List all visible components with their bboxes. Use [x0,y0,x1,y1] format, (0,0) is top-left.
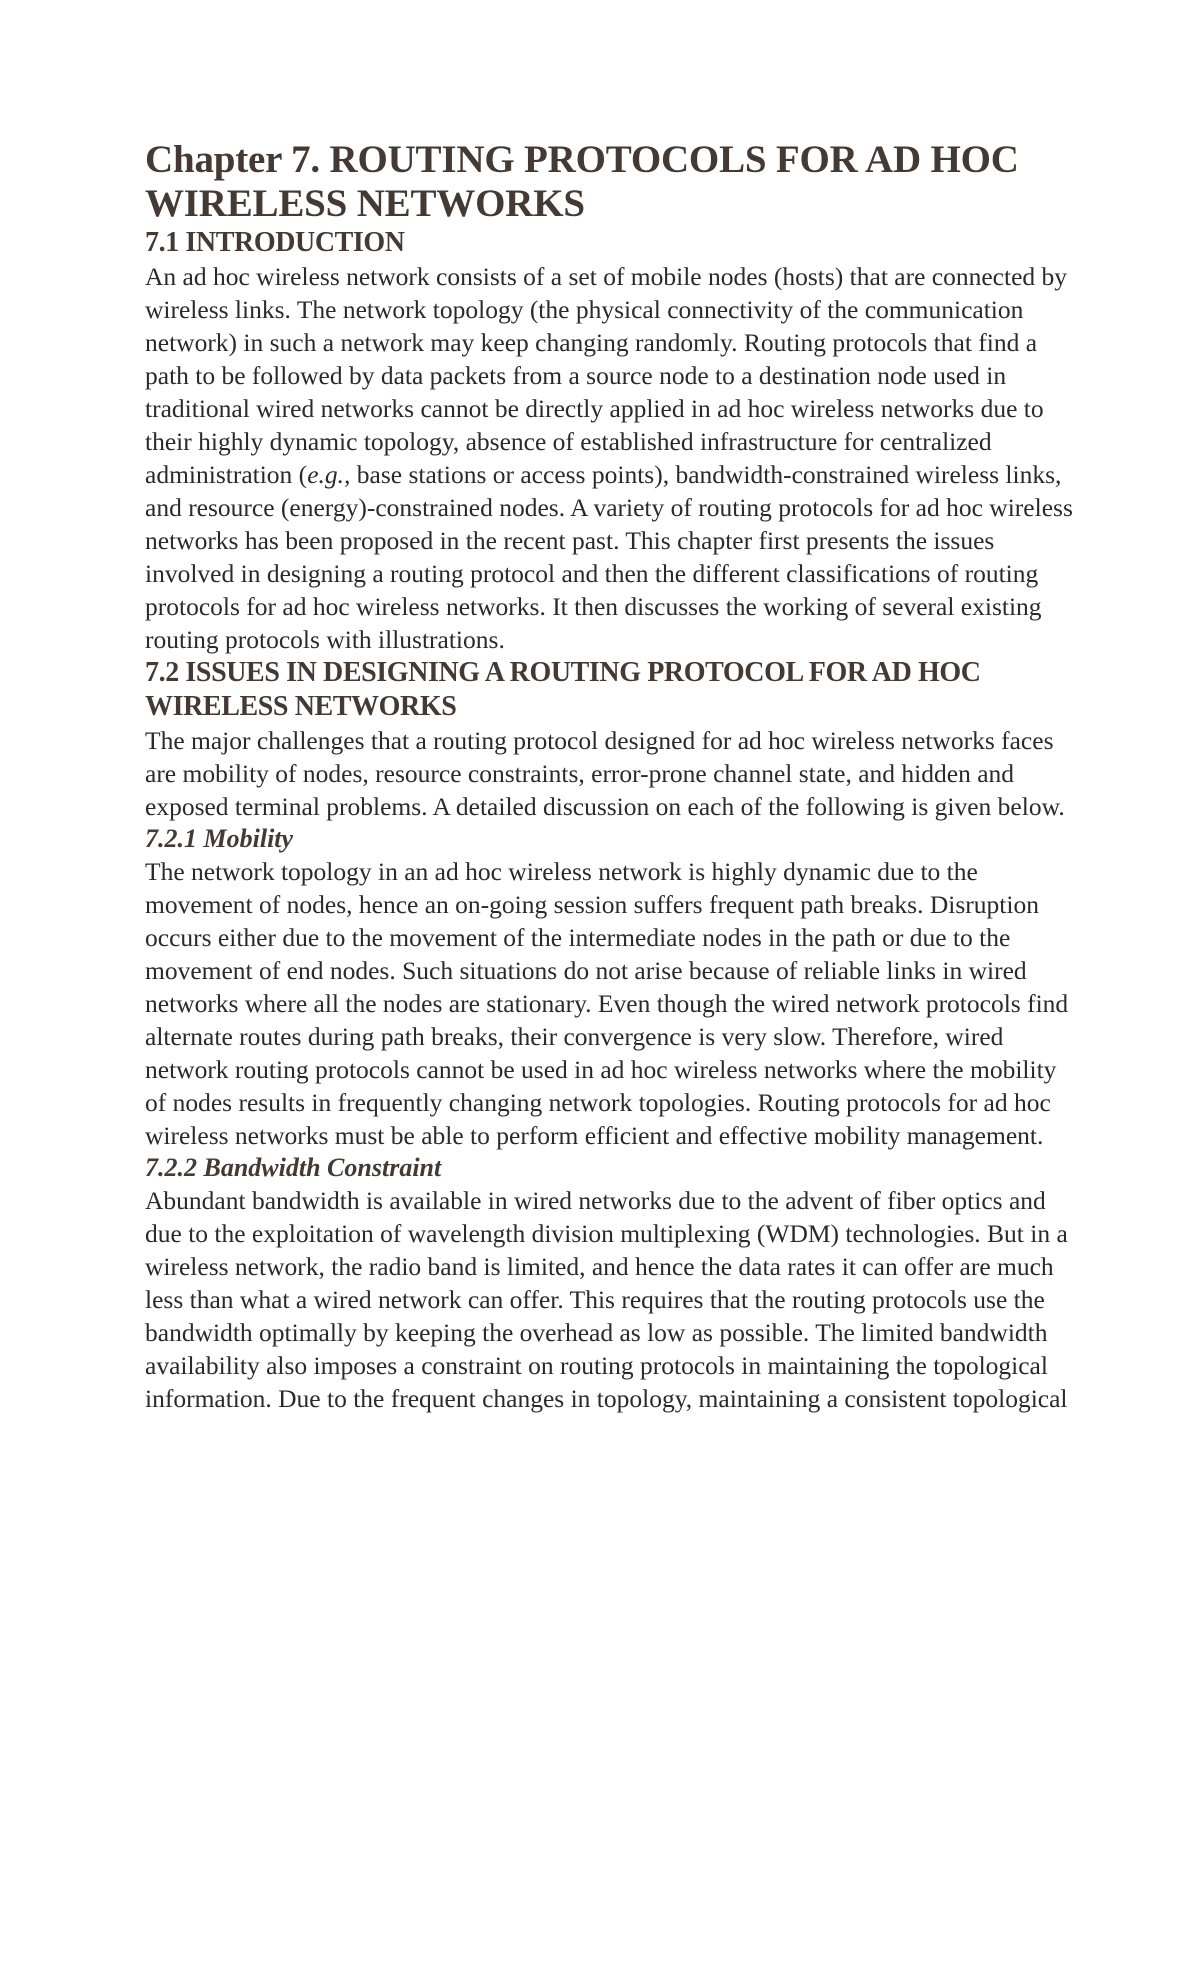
document-page [145,138,1075,1415]
mobility-paragraph: The network topology in an ad hoc wireless network is highly dynamic due to the movement of nodes, hence an on-going session suffers frequent path breaks. Disruption occurs either due to the movement of the intermediate nodes in the path or due to the movement of end nodes. Such situations do not arise because of reliable links in wired networks where all the nodes are stationary. Even though the wired network protocols find alternate routes during path breaks, their convergence is very slow. Therefore, wired network routing protocols cannot be used in ad hoc wireless networks where the mobility of nodes results in frequently changing network topologies. Routing protocols for ad hoc wireless networks must be able to perform efficient and effective mobility management. [145,857,1069,1150]
introduction-text-part-2: base stations or access points), bandwidth-constrained wireless links, and resource (energy)-constrained nodes. A variety of routing protocols for ad hoc wireless networks has been proposed in the recent past. This chapter first presents the issues involved in designing a routing protocol and then the different classifications of routing protocols for ad hoc wireless networks. It then discusses the working of several existing routing protocols with illustrations. [145,460,1073,654]
introduction-paragraph [145,260,1075,656]
bandwidth-paragraph: Abundant bandwidth is available in wired networks due to the advent of fiber optics and due to the exploitation of wavelength division multiplexing (WDM) technologies. But in a wireless network, the radio band is limited, and hence the data rates it can offer are much less than what a wired network can offer. This requires that the routing protocols use the bandwidth optimally by keeping the overhead as low as possible. The limited bandwidth availability also imposes a constraint on routing protocols in maintaining the topological information. Due to the frequent changes in topology, maintaining a consistent topological [145,1186,1068,1413]
introduction-text-part-1: An ad hoc wireless network consists of a set of mobile nodes (hosts) that are connected by wireless links. The network topology (the physical connectivity of the communication network) in such a network may keep changing randomly. Routing protocols that find a path to be followed by data packets from a source node to a destination node used in traditional wired networks cannot be directly applied in ad hoc wireless networks due to their highly dynamic topology, absence of established infrastructure for centralized administration ( [145,262,1068,489]
introduction-eg-abbreviation: e.g., [307,460,351,489]
chapter-title: Chapter 7. ROUTING PROTOCOLS FOR AD HOC WIRELESS NETWORKS [145,138,1019,225]
subsection-heading-bandwidth-constraint: 7.2.2 Bandwidth Constraint [145,1153,442,1182]
subsection-heading-mobility: 7.2.1 Mobility [145,824,294,853]
issues-paragraph: The major challenges that a routing protocol designed for ad hoc wireless networks faces are mobility of nodes, resource constraints, error-prone channel state, and hidden and exposed terminal problems. A detailed discussion on each of the following is given below. [145,726,1065,821]
section-heading-introduction: 7.1 INTRODUCTION [145,227,405,258]
section-heading-issues: 7.2 ISSUES IN DESIGNING A ROUTING PROTOCOL FOR AD HOC WIRELESS NETWORKS [145,657,981,722]
